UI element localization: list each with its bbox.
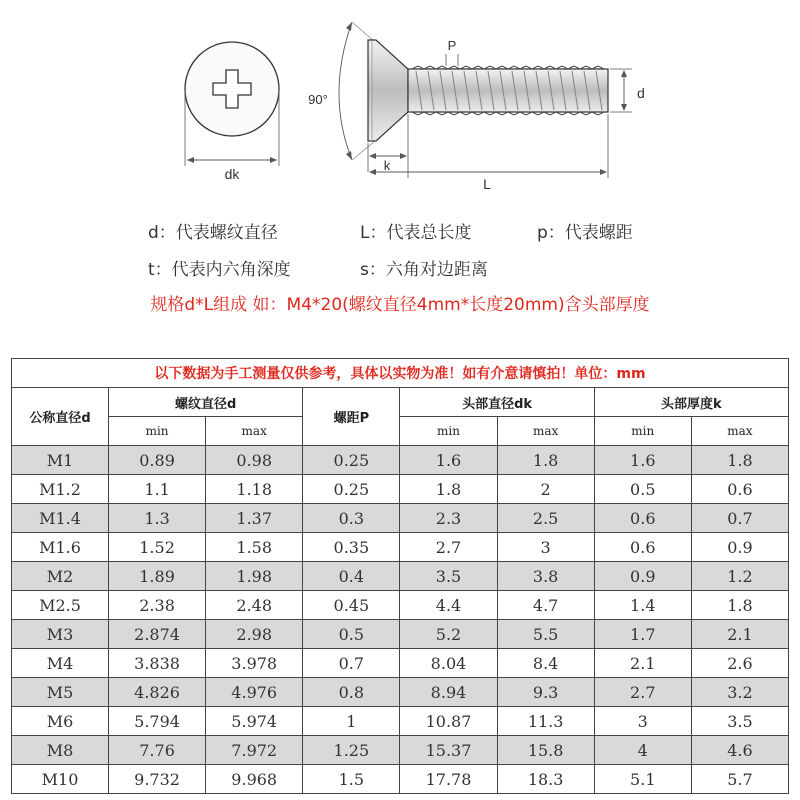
table-row	[12, 707, 789, 736]
label-l: L	[483, 176, 491, 192]
table-cell: 1.8	[691, 446, 788, 475]
table-cell: 0.25	[303, 446, 400, 475]
table-cell: 1.6	[594, 446, 691, 475]
table-cell: 7.76	[109, 736, 206, 765]
table-cell: M8	[12, 736, 109, 765]
legend-p: p：代表螺距	[537, 223, 633, 243]
header-head-dia: 头部直径dk	[400, 388, 594, 417]
table-cell: 0.9	[691, 533, 788, 562]
table-row	[12, 678, 789, 707]
table-row	[12, 736, 789, 765]
table-cell: 0.6	[594, 533, 691, 562]
table-row	[12, 504, 789, 533]
table-cell: 5.5	[497, 620, 594, 649]
header-min: min	[594, 417, 691, 446]
screw-side-view	[308, 22, 645, 192]
table-cell: 1.89	[109, 562, 206, 591]
header-min: min	[109, 417, 206, 446]
table-cell: 2.7	[594, 678, 691, 707]
table-cell: 3.978	[206, 649, 303, 678]
table-cell: 2.48	[206, 591, 303, 620]
table-cell: 1.58	[206, 533, 303, 562]
head-top-view	[185, 42, 279, 182]
spec-table	[11, 358, 789, 794]
table-cell: 2.5	[497, 504, 594, 533]
header-nominal: 公称直径d	[12, 388, 109, 446]
table-cell: 1.25	[303, 736, 400, 765]
table-body	[12, 446, 789, 794]
table-cell: 0.8	[303, 678, 400, 707]
table-row	[12, 591, 789, 620]
table-cell: M2.5	[12, 591, 109, 620]
table-row	[12, 765, 789, 794]
header-max: max	[206, 417, 303, 446]
table-cell: M3	[12, 620, 109, 649]
table-cell: M6	[12, 707, 109, 736]
table-cell: 2.38	[109, 591, 206, 620]
table-cell: 4.4	[400, 591, 497, 620]
table-cell: 1.8	[691, 591, 788, 620]
table-cell: M10	[12, 765, 109, 794]
table-cell: 1.4	[594, 591, 691, 620]
table-cell: 9.968	[206, 765, 303, 794]
table-cell: 0.4	[303, 562, 400, 591]
table-cell: 3.5	[400, 562, 497, 591]
table-cell: M1.6	[12, 533, 109, 562]
label-dk: dk	[224, 166, 240, 182]
table-cell: 3.2	[691, 678, 788, 707]
table-cell: 2.874	[109, 620, 206, 649]
screw-diagram	[0, 0, 800, 200]
table-row	[12, 446, 789, 475]
label-pitch: P	[447, 38, 457, 53]
table-cell: 5.794	[109, 707, 206, 736]
table-cell: 9.3	[497, 678, 594, 707]
table-cell: 5.2	[400, 620, 497, 649]
table-cell: 10.87	[400, 707, 497, 736]
table-cell: M2	[12, 562, 109, 591]
table-row	[12, 620, 789, 649]
table-cell: 1.1	[109, 475, 206, 504]
table-cell: 15.37	[400, 736, 497, 765]
table-row	[12, 649, 789, 678]
table-cell: 5.1	[594, 765, 691, 794]
table-cell: 3	[594, 707, 691, 736]
header-max: max	[691, 417, 788, 446]
table-cell: 15.8	[497, 736, 594, 765]
table-cell: 1.52	[109, 533, 206, 562]
table-cell: 0.7	[691, 504, 788, 533]
table-cell: 5.7	[691, 765, 788, 794]
table-cell: M1.2	[12, 475, 109, 504]
legend-l: L：代表总长度	[360, 223, 472, 243]
table-cell: 2.98	[206, 620, 303, 649]
table-cell: 18.3	[497, 765, 594, 794]
table-cell: 0.6	[594, 504, 691, 533]
table-cell: 1.7	[594, 620, 691, 649]
table-cell: 4.976	[206, 678, 303, 707]
table-cell: 3.5	[691, 707, 788, 736]
table-cell: 4.6	[691, 736, 788, 765]
legend-row-1	[0, 218, 800, 248]
table-cell: 2.7	[400, 533, 497, 562]
table-cell: 0.98	[206, 446, 303, 475]
table-cell: M4	[12, 649, 109, 678]
header-min: min	[400, 417, 497, 446]
table-cell: 2.6	[691, 649, 788, 678]
table-cell: 0.5	[594, 475, 691, 504]
table-cell: 8.94	[400, 678, 497, 707]
table-cell: 0.3	[303, 504, 400, 533]
table-cell: 1	[303, 707, 400, 736]
table-cell: 0.9	[594, 562, 691, 591]
table-cell: 0.45	[303, 591, 400, 620]
table-row	[12, 533, 789, 562]
table-row	[12, 562, 789, 591]
header-thread: 螺纹直径d	[109, 388, 303, 417]
table-cell: 4.826	[109, 678, 206, 707]
header-head-thk: 头部厚度k	[594, 388, 788, 417]
table-cell: 3	[497, 533, 594, 562]
table-cell: 1.8	[497, 446, 594, 475]
table-cell: 8.4	[497, 649, 594, 678]
label-angle: 90°	[308, 92, 328, 107]
table-cell: 1.37	[206, 504, 303, 533]
table-cell: 2.1	[594, 649, 691, 678]
table-row	[12, 475, 789, 504]
legend-d: d：代表螺纹直径	[148, 223, 278, 243]
table-cell: 3.838	[109, 649, 206, 678]
table-cell: 0.35	[303, 533, 400, 562]
table-cell: 1.8	[400, 475, 497, 504]
table-cell: 4	[594, 736, 691, 765]
table-cell: 8.04	[400, 649, 497, 678]
table-cell: 5.974	[206, 707, 303, 736]
table-cell: 0.6	[691, 475, 788, 504]
legend-row-2	[0, 255, 800, 285]
table-cell: 1.18	[206, 475, 303, 504]
table-notice: 以下数据为手工测量仅供参考，具体以实物为准！如有介意请慎拍！单位：mm	[12, 359, 789, 388]
label-k: k	[383, 158, 391, 173]
table-cell: 0.25	[303, 475, 400, 504]
label-d: d	[637, 85, 645, 101]
table-cell: 2	[497, 475, 594, 504]
table-cell: 11.3	[497, 707, 594, 736]
table-cell: 0.89	[109, 446, 206, 475]
legend-t: t：代表内六角深度	[148, 260, 291, 280]
table-cell: 4.7	[497, 591, 594, 620]
table-cell: 1.3	[109, 504, 206, 533]
table-cell: 1.98	[206, 562, 303, 591]
table-cell: M5	[12, 678, 109, 707]
table-cell: 2.1	[691, 620, 788, 649]
table-cell: 9.732	[109, 765, 206, 794]
table-cell: 17.78	[400, 765, 497, 794]
table-cell: M1.4	[12, 504, 109, 533]
table-cell: 0.5	[303, 620, 400, 649]
table-cell: 0.7	[303, 649, 400, 678]
table-cell: 7.972	[206, 736, 303, 765]
table-cell: 1.6	[400, 446, 497, 475]
header-pitch: 螺距P	[303, 388, 400, 446]
legend-s: s：六角对边距离	[360, 260, 488, 280]
table-cell: 1.5	[303, 765, 400, 794]
header-max: max	[497, 417, 594, 446]
spec-example: 规格d*L组成 如：M4*20(螺纹直径4mm*长度20mm)含头部厚度	[150, 295, 650, 315]
table-cell: 2.3	[400, 504, 497, 533]
table-cell: 1.2	[691, 562, 788, 591]
table-cell: 3.8	[497, 562, 594, 591]
table-cell: M1	[12, 446, 109, 475]
